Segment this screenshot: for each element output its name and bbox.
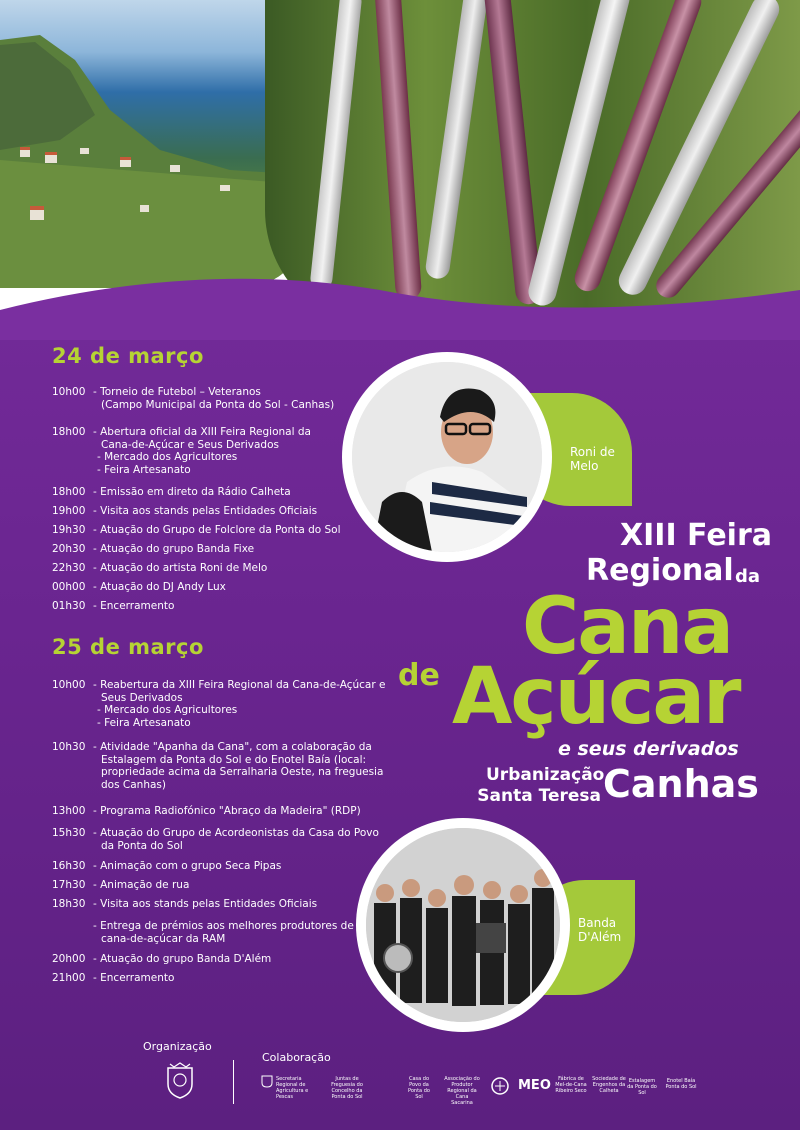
- event-time: 00h00: [52, 581, 86, 593]
- event-time: 19h30: [52, 524, 86, 536]
- regional-government-logo-icon: [260, 1074, 274, 1088]
- sponsor-9: Enotel Baía Ponta do Sol: [665, 1078, 697, 1090]
- day1-event: [52, 581, 372, 594]
- day2-event: [52, 860, 372, 873]
- event-line: - Atuação do DJ Andy Lux: [93, 581, 226, 593]
- day2-event: [52, 679, 386, 729]
- event-line: - Animação com o grupo Seca Pipas: [93, 860, 282, 872]
- day1-event: [52, 600, 372, 613]
- event-description: [93, 524, 372, 537]
- day2-event: [52, 879, 372, 892]
- event-time: 17h30: [52, 879, 86, 891]
- event-line: - Atividade "Apanha da Cana", com a colaboração da: [93, 741, 372, 753]
- event-description: [93, 972, 372, 985]
- event-line: Seus Derivados: [101, 691, 183, 704]
- event-line: - Programa Radiofónico "Abraço da Madeira" (RDP): [93, 805, 361, 817]
- date-heading-day2: 25 de março: [52, 635, 204, 659]
- sponsor-1: Secretaria Regional de Agricultura e Pescas: [276, 1076, 309, 1100]
- event-line: - Atuação do Grupo de Folclore da Ponta do Sol: [93, 524, 341, 536]
- event-description: [93, 600, 372, 613]
- day2-event: [52, 972, 372, 985]
- day1-event: [52, 426, 372, 476]
- day2-event: [52, 741, 384, 791]
- event-line: - Encerramento: [93, 972, 175, 984]
- artist1-photo: [352, 362, 542, 552]
- event-time: [52, 920, 93, 945]
- sponsor-4: Associação do Produtor Regional da Cana Sacarina: [444, 1076, 480, 1106]
- event-description: [93, 953, 372, 966]
- event-line: - Abertura oficial da XIII Feira Regional da: [93, 426, 311, 438]
- event-line: - Animação de rua: [93, 879, 190, 891]
- day2-event: [52, 898, 372, 911]
- venue-line2: Santa Teresa: [477, 786, 601, 806]
- event-line: - Atuação do artista Roni de Melo: [93, 562, 268, 574]
- sponsor-8: Estalagem da Ponta do Sol: [627, 1078, 657, 1096]
- day1-event: [52, 524, 372, 537]
- event-line: (Campo Municipal da Ponta do Sol - Canhas): [101, 398, 335, 411]
- event-line: - Atuação do grupo Banda D'Além: [93, 953, 272, 965]
- day2-event: [52, 805, 372, 818]
- municipal-crest-icon: [160, 1060, 200, 1100]
- event-description: [93, 879, 372, 892]
- event-line: dos Canhas): [101, 778, 166, 791]
- event-line: - Encerramento: [93, 600, 175, 612]
- sponsor-6: Fábrica de Mel-de-Cana Ribeiro Seco: [555, 1076, 587, 1094]
- sponsor-3: Casa do Povo da Ponta do Sol: [408, 1076, 430, 1100]
- artist1-name-line1: Roni de: [570, 445, 615, 459]
- event-time: 01h30: [52, 600, 86, 612]
- event-description: [93, 920, 372, 945]
- event-line: Estalagem da Ponta do Sol e do Enotel Baía (local:: [101, 753, 367, 766]
- venue-line1: Urbanização: [486, 765, 605, 785]
- event-line: - Mercado dos Agricultores: [97, 704, 238, 716]
- day1-event: [52, 562, 372, 575]
- date-heading-day1: 24 de março: [52, 344, 204, 368]
- event-time: 21h00: [52, 972, 86, 984]
- event-line: da Ponta do Sol: [101, 839, 183, 852]
- day1-event: [52, 486, 372, 499]
- event-line: - Atuação do Grupo de Acordeonistas da Casa do Povo: [93, 827, 379, 839]
- day1-event: [52, 505, 372, 518]
- event-time: 13h00: [52, 805, 86, 817]
- event-description: [93, 741, 383, 791]
- title-acucar: Açúcar: [452, 652, 740, 742]
- event-time: 10h30: [52, 741, 86, 753]
- event-time: 20h00: [52, 953, 86, 965]
- event-time: 18h30: [52, 898, 86, 910]
- event-time: 16h30: [52, 860, 86, 872]
- event-line: - Visita aos stands pelas Entidades Oficiais: [93, 898, 318, 910]
- day2-event: [52, 953, 372, 966]
- day2-event: [52, 920, 372, 945]
- event-line: cana-de-açúcar da RAM: [101, 932, 226, 945]
- title-de: de: [398, 658, 440, 693]
- meo-logo: MEO: [518, 1078, 551, 1093]
- event-description: [93, 505, 372, 518]
- artist1-name: [570, 445, 615, 473]
- event-description: [93, 581, 372, 594]
- event-line: - Atuação do grupo Banda Fixe: [93, 543, 255, 555]
- coast-illustration: [0, 0, 310, 288]
- event-time: 19h00: [52, 505, 86, 517]
- day1-event: [52, 386, 372, 411]
- event-line: - Entrega de prémios aos melhores produtores de: [93, 920, 354, 932]
- collaboration-label: Colaboração: [262, 1051, 331, 1064]
- artist2-photo: [366, 828, 560, 1022]
- event-time: 18h00: [52, 486, 86, 498]
- footer-divider: [233, 1060, 234, 1104]
- artist1-name-line2: Melo: [570, 459, 599, 473]
- title-cana: Cana: [522, 582, 733, 672]
- event-line: - Emissão em direto da Rádio Calheta: [93, 486, 291, 498]
- title-place: Canhas: [603, 762, 759, 806]
- event-description: [93, 805, 372, 818]
- event-line: - Visita aos stands pelas Entidades Oficiais: [93, 505, 318, 517]
- person-illustration: [352, 362, 542, 552]
- event-description: [93, 543, 372, 556]
- event-description: [93, 827, 379, 852]
- artist2-name: [578, 916, 621, 944]
- artist2-name-line2: D'Além: [578, 930, 622, 944]
- event-description: [93, 860, 372, 873]
- event-description: [93, 562, 372, 575]
- artist2-name-line1: Banda: [578, 916, 617, 930]
- event-time: 10h00: [52, 386, 86, 398]
- event-line: - Reabertura da XIII Feira Regional da Cana-de-Açúcar e: [93, 679, 386, 691]
- sponsor-7: Sociedade de Engenhos da Calheta: [592, 1076, 626, 1094]
- event-time: 10h00: [52, 679, 86, 691]
- sponsor-round-logo-icon: [490, 1076, 510, 1096]
- event-line: propriedade acima da Serralharia Oeste, na freguesia: [101, 766, 384, 778]
- day1-event: [52, 543, 372, 556]
- event-description: [93, 426, 372, 476]
- title-regional: Regional: [586, 553, 734, 588]
- event-line: Cana-de-Açúcar e Seus Derivados: [101, 438, 279, 451]
- day2-event: [52, 827, 379, 852]
- band-illustration: [366, 828, 560, 1022]
- event-line: - Feira Artesanato: [97, 463, 191, 476]
- event-time: 22h30: [52, 562, 86, 574]
- purple-wave: [0, 250, 800, 340]
- event-time: 20h30: [52, 543, 86, 555]
- event-description: [93, 486, 372, 499]
- event-description: [93, 679, 385, 729]
- event-line: - Torneio de Futebol – Veteranos: [93, 386, 261, 398]
- sponsor-2: Juntas de Freguesia do Concelho da Ponta do Sol: [331, 1076, 363, 1100]
- organization-label: Organização: [143, 1040, 212, 1053]
- title-edition: XIII Feira: [620, 518, 773, 553]
- event-description: [93, 386, 372, 411]
- title-derivados: e seus derivados: [558, 738, 739, 760]
- coast-photo: [0, 0, 310, 288]
- event-time: 18h00: [52, 426, 86, 438]
- event-line: - Feira Artesanato: [97, 716, 191, 729]
- event-line: - Mercado dos Agricultores: [97, 451, 238, 463]
- title-da: da: [735, 566, 761, 587]
- event-description: [93, 898, 372, 911]
- event-time: 15h30: [52, 827, 86, 839]
